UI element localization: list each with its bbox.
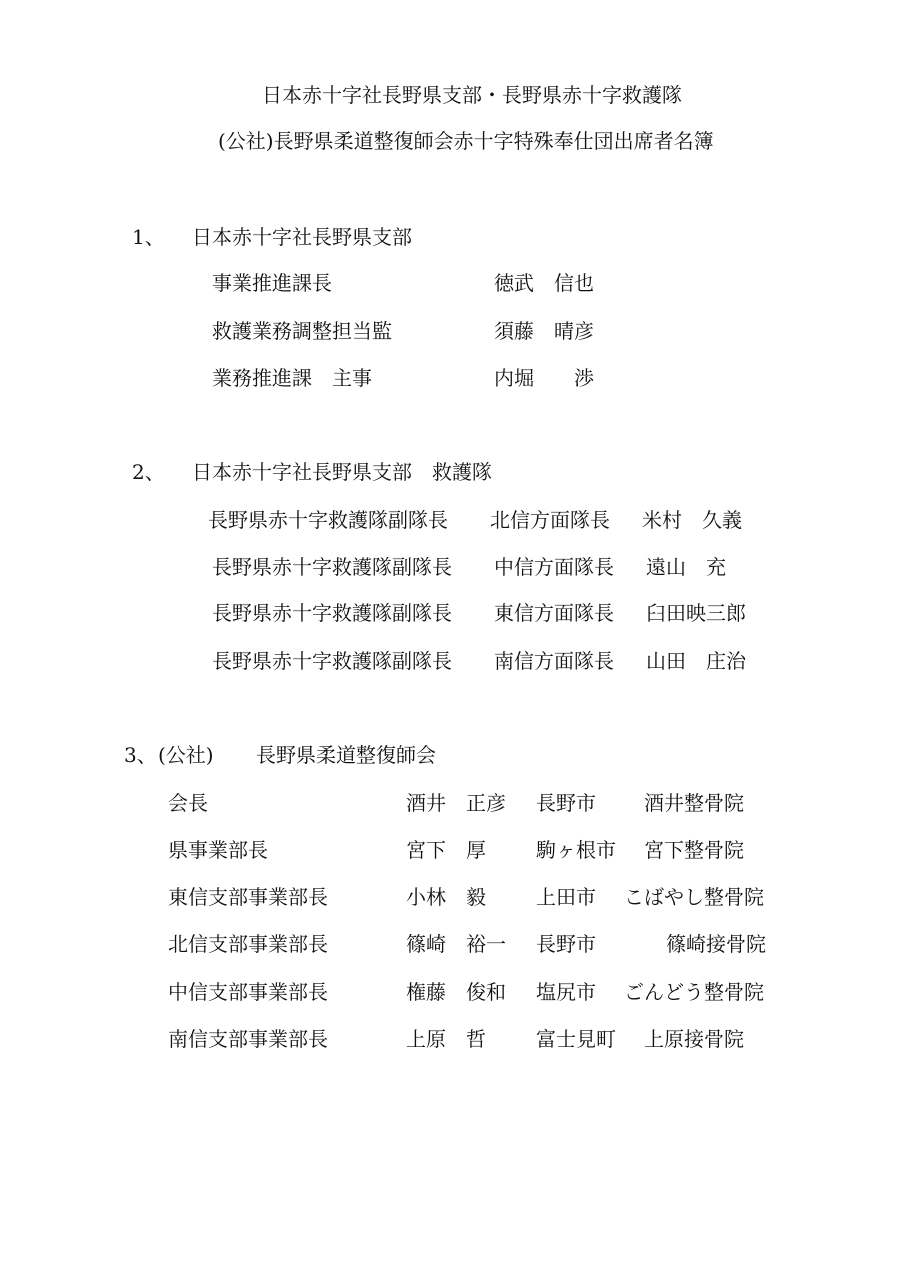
section3-number: 3、 [124, 743, 157, 767]
section2-row-area: 南信方面隊長 [494, 649, 614, 673]
section2-row-role: 長野県赤十字救護隊副隊長 [212, 601, 452, 625]
section3-row-name: 権藤 俊和 [406, 980, 506, 1004]
section3-row-title: 北信支部事業部長 [168, 932, 328, 956]
section1-row-name: 徳武 信也 [494, 271, 594, 295]
section3-row-clinic: 上原接骨院 [644, 1027, 744, 1051]
section2-row-name: 遠山 充 [646, 555, 726, 579]
section3-row-name: 篠崎 裕一 [406, 932, 506, 956]
section3-row-name: 宮下 厚 [406, 838, 486, 862]
section1-row-name: 内堀 渉 [494, 366, 594, 390]
section3-row-city: 富士見町 [536, 1027, 616, 1051]
section2-heading: 日本赤十字社長野県支部 救護隊 [192, 460, 492, 484]
section3-row-title: 南信支部事業部長 [168, 1027, 328, 1051]
section3-row-clinic: ごんどう整骨院 [624, 980, 764, 1004]
section3-row-title: 会長 [168, 791, 208, 815]
document-title-line2: (公社)長野県柔道整復師会赤十字特殊奉仕団出席者名簿 [218, 129, 714, 153]
section3-row-name: 上原 哲 [406, 1027, 486, 1051]
section1-row-title: 救護業務調整担当監 [212, 319, 392, 343]
section2-row-area: 中信方面隊長 [494, 555, 614, 579]
section2-row-name: 米村 久義 [642, 508, 742, 532]
section3-row-clinic: 酒井整骨院 [644, 791, 744, 815]
section3-row-name: 酒井 正彦 [406, 791, 506, 815]
section1-row-title: 事業推進課長 [212, 271, 332, 295]
section2-row-name: 山田 庄治 [646, 649, 746, 673]
document-title-line1: 日本赤十字社長野県支部・長野県赤十字救護隊 [262, 83, 682, 107]
section3-row-title: 県事業部長 [168, 838, 268, 862]
section2-row-role: 長野県赤十字救護隊副隊長 [208, 508, 448, 532]
section3-row-city: 塩尻市 [536, 980, 596, 1004]
section1-number: 1、 [132, 225, 165, 249]
section3-row-city: 長野市 [536, 932, 596, 956]
section3-row-name: 小林 毅 [406, 885, 486, 909]
section3-row-clinic: 宮下整骨院 [644, 838, 744, 862]
section3-row-city: 長野市 [536, 791, 596, 815]
section2-row-role: 長野県赤十字救護隊副隊長 [212, 649, 452, 673]
section3-row-title: 東信支部事業部長 [168, 885, 328, 909]
section1-row-name: 須藤 晴彦 [494, 319, 594, 343]
section2-row-area: 北信方面隊長 [490, 508, 610, 532]
section3-row-clinic: こばやし整骨院 [624, 885, 764, 909]
section3-row-city: 駒ヶ根市 [536, 838, 616, 862]
section2-row-name: 臼田映三郎 [646, 601, 746, 625]
section3-heading: 長野県柔道整復師会 [256, 743, 436, 767]
section3-row-clinic: 篠崎接骨院 [666, 932, 766, 956]
section3-org-type: (公社) [158, 743, 214, 767]
section1-row-title: 業務推進課 主事 [212, 366, 372, 390]
section2-row-role: 長野県赤十字救護隊副隊長 [212, 555, 452, 579]
section3-row-city: 上田市 [536, 885, 596, 909]
section3-row-title: 中信支部事業部長 [168, 980, 328, 1004]
section1-heading: 日本赤十字社長野県支部 [192, 225, 412, 249]
section2-number: 2、 [132, 460, 165, 484]
section2-row-area: 東信方面隊長 [494, 601, 614, 625]
